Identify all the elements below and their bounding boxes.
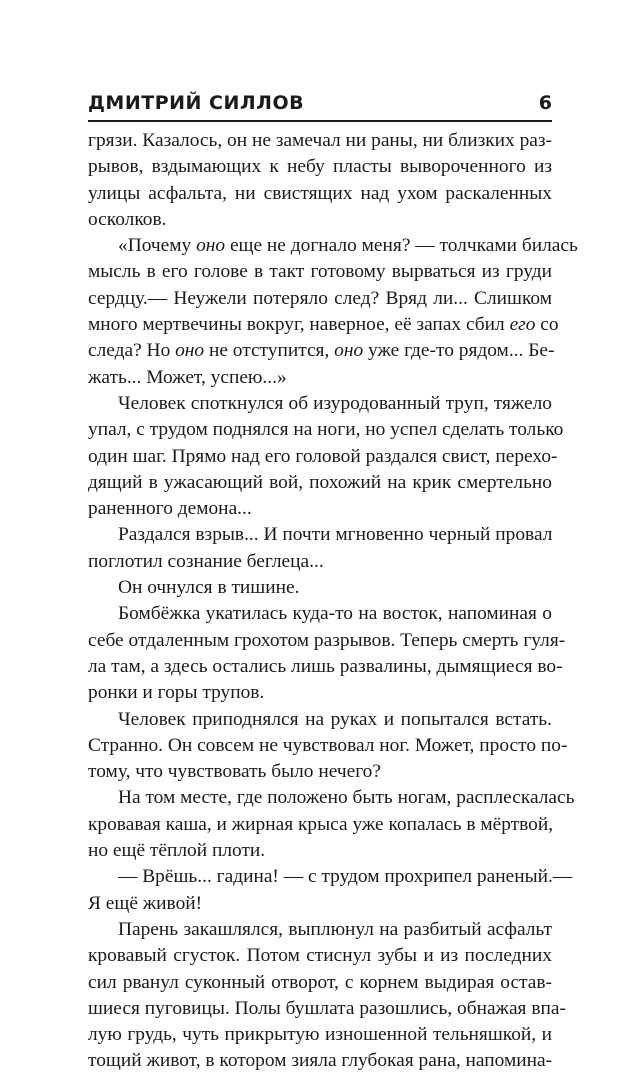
text-line xyxy=(88,470,552,496)
italic-word: оно xyxy=(196,235,226,257)
text-line xyxy=(88,864,573,890)
text-segment: поглотил сознание беглеца... xyxy=(88,550,324,572)
text-segment: кровавая каша, и жирная крыса уже копалась в мёртвой, xyxy=(88,813,554,835)
body-text xyxy=(88,128,578,1075)
text-segment: сил рванул суконный отворот, с корнем выдирая остав- xyxy=(88,971,552,993)
text-line xyxy=(88,207,552,233)
text-line xyxy=(88,628,566,654)
text-segment: не отступится, xyxy=(204,340,335,362)
text-segment: Странно. Он совсем не чувствовал ног. Может, просто по- xyxy=(88,734,568,756)
text-segment: дящий в ужасающий вой, похожий на крик смертельно xyxy=(88,471,552,493)
text-line xyxy=(88,259,552,285)
text-line xyxy=(88,338,555,364)
page-number: 6 xyxy=(538,92,552,114)
text-segment: осколков. xyxy=(88,208,167,230)
text-line xyxy=(88,128,552,154)
text-segment: улицы асфальта, ни свистящих над ухом раскаленных xyxy=(88,182,552,204)
text-line xyxy=(88,812,552,838)
text-segment: грязи. Казалось, он не замечал ни раны, ни близких раз- xyxy=(88,130,552,151)
text-line xyxy=(88,181,552,207)
text-segment: шиеся пуговицы. Полы бушлата разошлись, обнажая впа- xyxy=(88,997,566,1019)
text-segment: себе отдаленным грохотом разрывов. Теперь смерть гуля- xyxy=(88,629,566,651)
text-segment: кровавый сгусток. Потом стиснул зубы и из последних xyxy=(88,945,552,967)
text-segment: Бомбёжка укатилась куда-то на восток, напоминая о xyxy=(118,603,552,625)
italic-word: его xyxy=(509,314,536,336)
text-segment: еще не догнало меня? — толчками билась xyxy=(225,235,578,257)
text-segment: со xyxy=(535,314,559,336)
text-segment: ронки и горы трупов. xyxy=(88,682,265,704)
text-line xyxy=(88,654,563,680)
text-line xyxy=(88,522,552,548)
text-line xyxy=(88,680,552,706)
text-segment: упал, с трудом поднялся на ноги, но успел сделать только xyxy=(88,419,564,441)
text-line xyxy=(88,286,552,312)
text-line xyxy=(88,970,552,996)
text-segment: один шаг. Прямо над его головой раздался свист, перехо- xyxy=(88,445,558,467)
header-divider xyxy=(88,120,552,122)
text-segment: лую грудь, чуть прикрытую изношенной тельняшкой, и xyxy=(88,1024,552,1046)
text-line xyxy=(88,759,552,785)
text-line xyxy=(88,785,575,811)
text-segment: На том месте, где положено быть ногам, расплескалась xyxy=(118,787,575,809)
text-line xyxy=(88,917,552,943)
text-segment: уже где-то рядом... Бе- xyxy=(363,340,555,362)
text-segment: жать... Может, успею...» xyxy=(88,366,287,388)
author-name: ДМИТРИЙ СИЛЛОВ xyxy=(88,92,305,114)
text-segment: раненного демона... xyxy=(88,498,252,520)
text-segment: Раздался взрыв... И почти мгновенно черный провал xyxy=(118,524,553,546)
text-segment: следа? Но xyxy=(88,340,176,362)
text-line xyxy=(88,444,558,470)
text-segment: рывов, вздымающих к небу пласты вывороченного из xyxy=(88,156,552,178)
text-segment: «Почему xyxy=(118,235,197,257)
text-line xyxy=(88,1048,552,1074)
italic-word: оно xyxy=(175,340,205,362)
text-line xyxy=(88,365,552,391)
text-line xyxy=(88,838,552,864)
text-line xyxy=(88,391,552,417)
text-segment: Человек споткнулся об изуродованный труп, тяжело xyxy=(118,392,552,414)
text-segment: Он очнулся в тишине. xyxy=(118,577,300,599)
text-segment: мысль в его голове в такт готовому вырваться из груди xyxy=(88,261,552,283)
text-segment: тому, что чувствовать было нечего? xyxy=(88,761,381,783)
text-line xyxy=(88,996,566,1022)
text-line xyxy=(88,707,552,733)
text-line xyxy=(88,601,552,627)
text-line xyxy=(88,575,552,601)
text-line xyxy=(88,496,552,522)
text-segment: Человек приподнялся на руках и попытался встать. xyxy=(118,708,552,730)
text-line xyxy=(88,733,568,759)
text-segment: Парень закашлялся, выплюнул на разбитый асфальт xyxy=(118,918,552,940)
text-line xyxy=(88,891,552,917)
text-segment: но ещё тёплой плоти. xyxy=(88,840,266,862)
text-segment: — Врёшь... гадина! — с трудом прохрипел раненый.— xyxy=(118,866,573,888)
text-line xyxy=(88,1022,552,1048)
text-line xyxy=(88,154,552,180)
text-line xyxy=(88,312,559,338)
text-segment: тощий живот, в котором зияла глубокая рана, напомина- xyxy=(88,1050,553,1072)
running-header xyxy=(88,92,552,122)
text-line xyxy=(88,549,552,575)
text-line xyxy=(88,233,578,259)
text-segment: много мертвечины вокруг, наверное, её запах сбил xyxy=(88,314,510,336)
text-segment: ла там, а здесь остались лишь развалины, дымящиеся во- xyxy=(88,655,563,677)
text-segment: Я ещё живой! xyxy=(88,892,203,914)
text-line xyxy=(88,943,552,969)
text-segment: сердцу.— Неужели потеряло след? Вряд ли... Слишком xyxy=(88,287,552,309)
italic-word: оно xyxy=(334,340,364,362)
text-line xyxy=(88,417,564,443)
